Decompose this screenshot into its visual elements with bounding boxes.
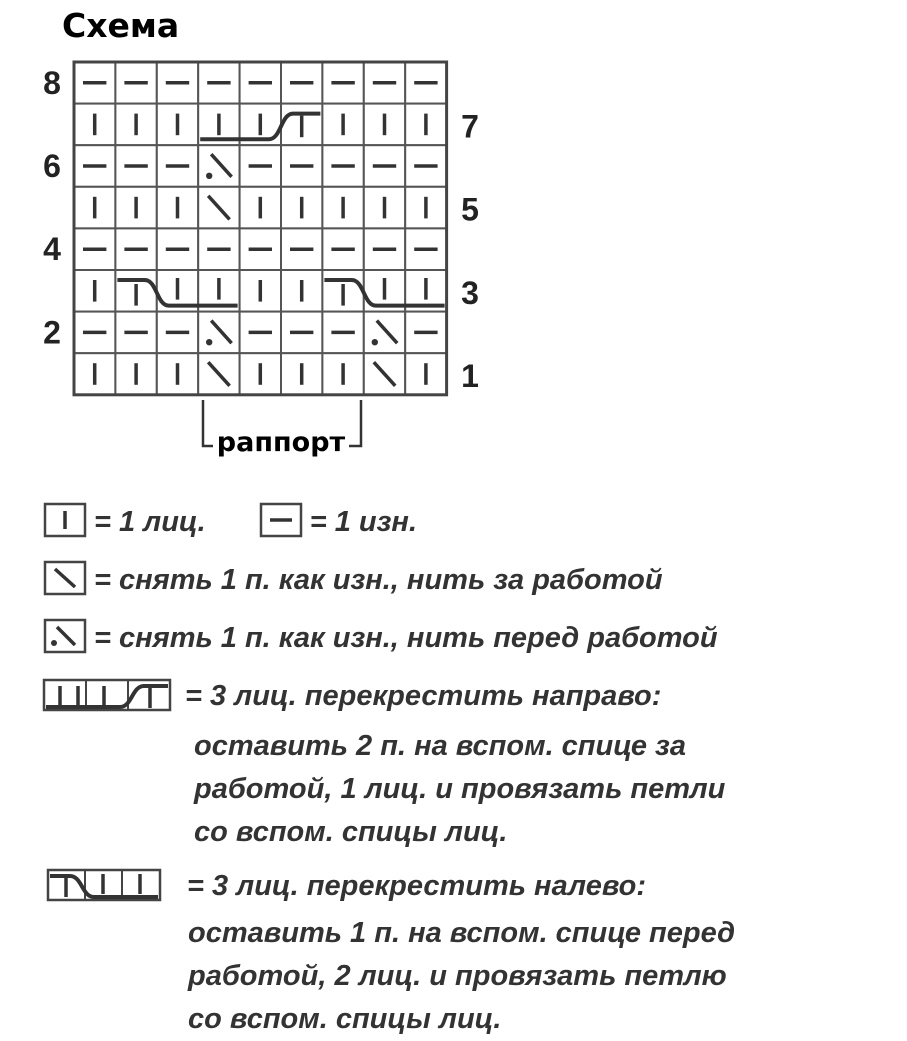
knit-cell — [240, 187, 281, 229]
purl-cell — [115, 312, 156, 354]
knit-cell — [115, 187, 156, 229]
legend-left-cross-line1: = 3 лиц. перекрестить налево: — [187, 870, 647, 902]
left-cross-cable — [115, 270, 239, 312]
purl-cell — [115, 228, 156, 270]
purl-cell — [364, 145, 405, 187]
knit-cell — [322, 353, 363, 395]
purl-cell — [240, 145, 281, 187]
knitting-chart — [0, 0, 907, 470]
purl-cell — [322, 145, 363, 187]
row-label-left: 8 — [43, 64, 61, 101]
knit-cell — [74, 187, 115, 229]
knit-cell — [74, 353, 115, 395]
legend-right-cross-line3: работой, 1 лиц. и провязать петли — [194, 773, 726, 805]
row-label-left: 4 — [43, 231, 61, 268]
purl-cell — [198, 228, 239, 270]
purl-cell — [157, 145, 198, 187]
right-cross-cable — [198, 104, 322, 146]
knit-cell — [405, 104, 446, 146]
knit-cell — [157, 187, 198, 229]
knit-cell — [322, 104, 363, 146]
knit-cell — [240, 270, 281, 312]
purl-cell — [240, 312, 281, 354]
row-label-right: 1 — [461, 358, 479, 394]
knit-symbol-icon — [40, 500, 90, 540]
legend-slip-front — [40, 616, 718, 660]
chart-grid — [74, 62, 447, 395]
purl-cell — [115, 145, 156, 187]
purl-cell — [405, 62, 446, 104]
purl-cell — [240, 228, 281, 270]
legend-left-cross-line4: со вспом. спицы лиц. — [188, 1003, 502, 1035]
row-label-left: 2 — [43, 314, 61, 351]
slip-back-cell — [198, 187, 239, 229]
chart-title: Схема — [62, 6, 180, 45]
purl-cell — [322, 62, 363, 104]
legend-purl-text: = 1 изн. — [309, 506, 417, 538]
knit-cell — [74, 104, 115, 146]
knit-cell — [157, 353, 198, 395]
purl-cell — [405, 228, 446, 270]
knit-cell — [364, 104, 405, 146]
row-label-right: 7 — [461, 108, 479, 145]
knit-cell — [322, 187, 363, 229]
knit-cell — [364, 187, 405, 229]
slip-front-cell — [364, 312, 405, 354]
slip-front-cell — [198, 145, 239, 187]
legend-left-cross-line2: оставить 1 п. на вспом. спице перед — [188, 917, 736, 949]
row-label-right: 3 — [461, 274, 479, 311]
slip-back-cell — [198, 353, 239, 395]
purl-cell — [198, 62, 239, 104]
purl-cell — [240, 62, 281, 104]
legend-left-cross — [40, 864, 646, 908]
legend-right-cross-line1: = 3 лиц. перекрестить направо: — [185, 680, 662, 712]
purl-cell — [322, 228, 363, 270]
knit-cell — [405, 353, 446, 395]
purl-cell — [281, 62, 322, 104]
purl-cell — [74, 312, 115, 354]
purl-cell — [74, 228, 115, 270]
purl-cell — [405, 312, 446, 354]
knit-cell — [74, 270, 115, 312]
purl-cell — [281, 145, 322, 187]
purl-cell — [322, 312, 363, 354]
purl-cell — [74, 145, 115, 187]
row-label-right: 5 — [461, 191, 479, 228]
knit-cell — [115, 353, 156, 395]
knit-cell — [405, 187, 446, 229]
purl-cell — [405, 145, 446, 187]
legend-slip-back — [40, 558, 663, 602]
purl-cell — [364, 228, 405, 270]
right-cross-symbol-icon — [40, 674, 175, 716]
row-label-left: 6 — [43, 148, 61, 184]
purl-cell — [281, 228, 322, 270]
legend-right-cross — [40, 674, 661, 718]
slip-front-cell — [198, 312, 239, 354]
purl-cell — [157, 228, 198, 270]
purl-cell — [157, 312, 198, 354]
knit-cell — [281, 353, 322, 395]
legend-slip-front-text: = снять 1 п. как изн., нить перед работой — [94, 622, 718, 654]
slip-back-symbol-icon — [40, 558, 90, 598]
left-cross-cable — [322, 270, 446, 312]
legend-knit-purl — [40, 500, 417, 544]
knit-cell — [281, 270, 322, 312]
legend-slip-back-text: = снять 1 п. как изн., нить за работой — [94, 564, 663, 596]
knit-cell — [240, 353, 281, 395]
legend-right-cross-line4: со вспом. спицы лиц. — [194, 816, 508, 848]
knit-cell — [157, 104, 198, 146]
knit-cell — [281, 187, 322, 229]
slip-back-cell — [364, 353, 405, 395]
legend-left-cross-line3: работой, 2 лиц. и провязать петлю — [188, 960, 727, 992]
rapport-label: раппорт — [216, 427, 346, 458]
left-cross-symbol-icon — [40, 864, 165, 906]
legend-knit-text: = 1 лиц. — [94, 506, 206, 538]
legend-right-cross-line2: оставить 2 п. на вспом. спице за — [194, 730, 686, 762]
purl-cell — [157, 62, 198, 104]
purl-cell — [364, 62, 405, 104]
knit-cell — [115, 104, 156, 146]
purl-symbol-icon — [256, 500, 306, 540]
slip-front-symbol-icon — [40, 616, 90, 656]
purl-cell — [115, 62, 156, 104]
purl-cell — [74, 62, 115, 104]
purl-cell — [281, 312, 322, 354]
